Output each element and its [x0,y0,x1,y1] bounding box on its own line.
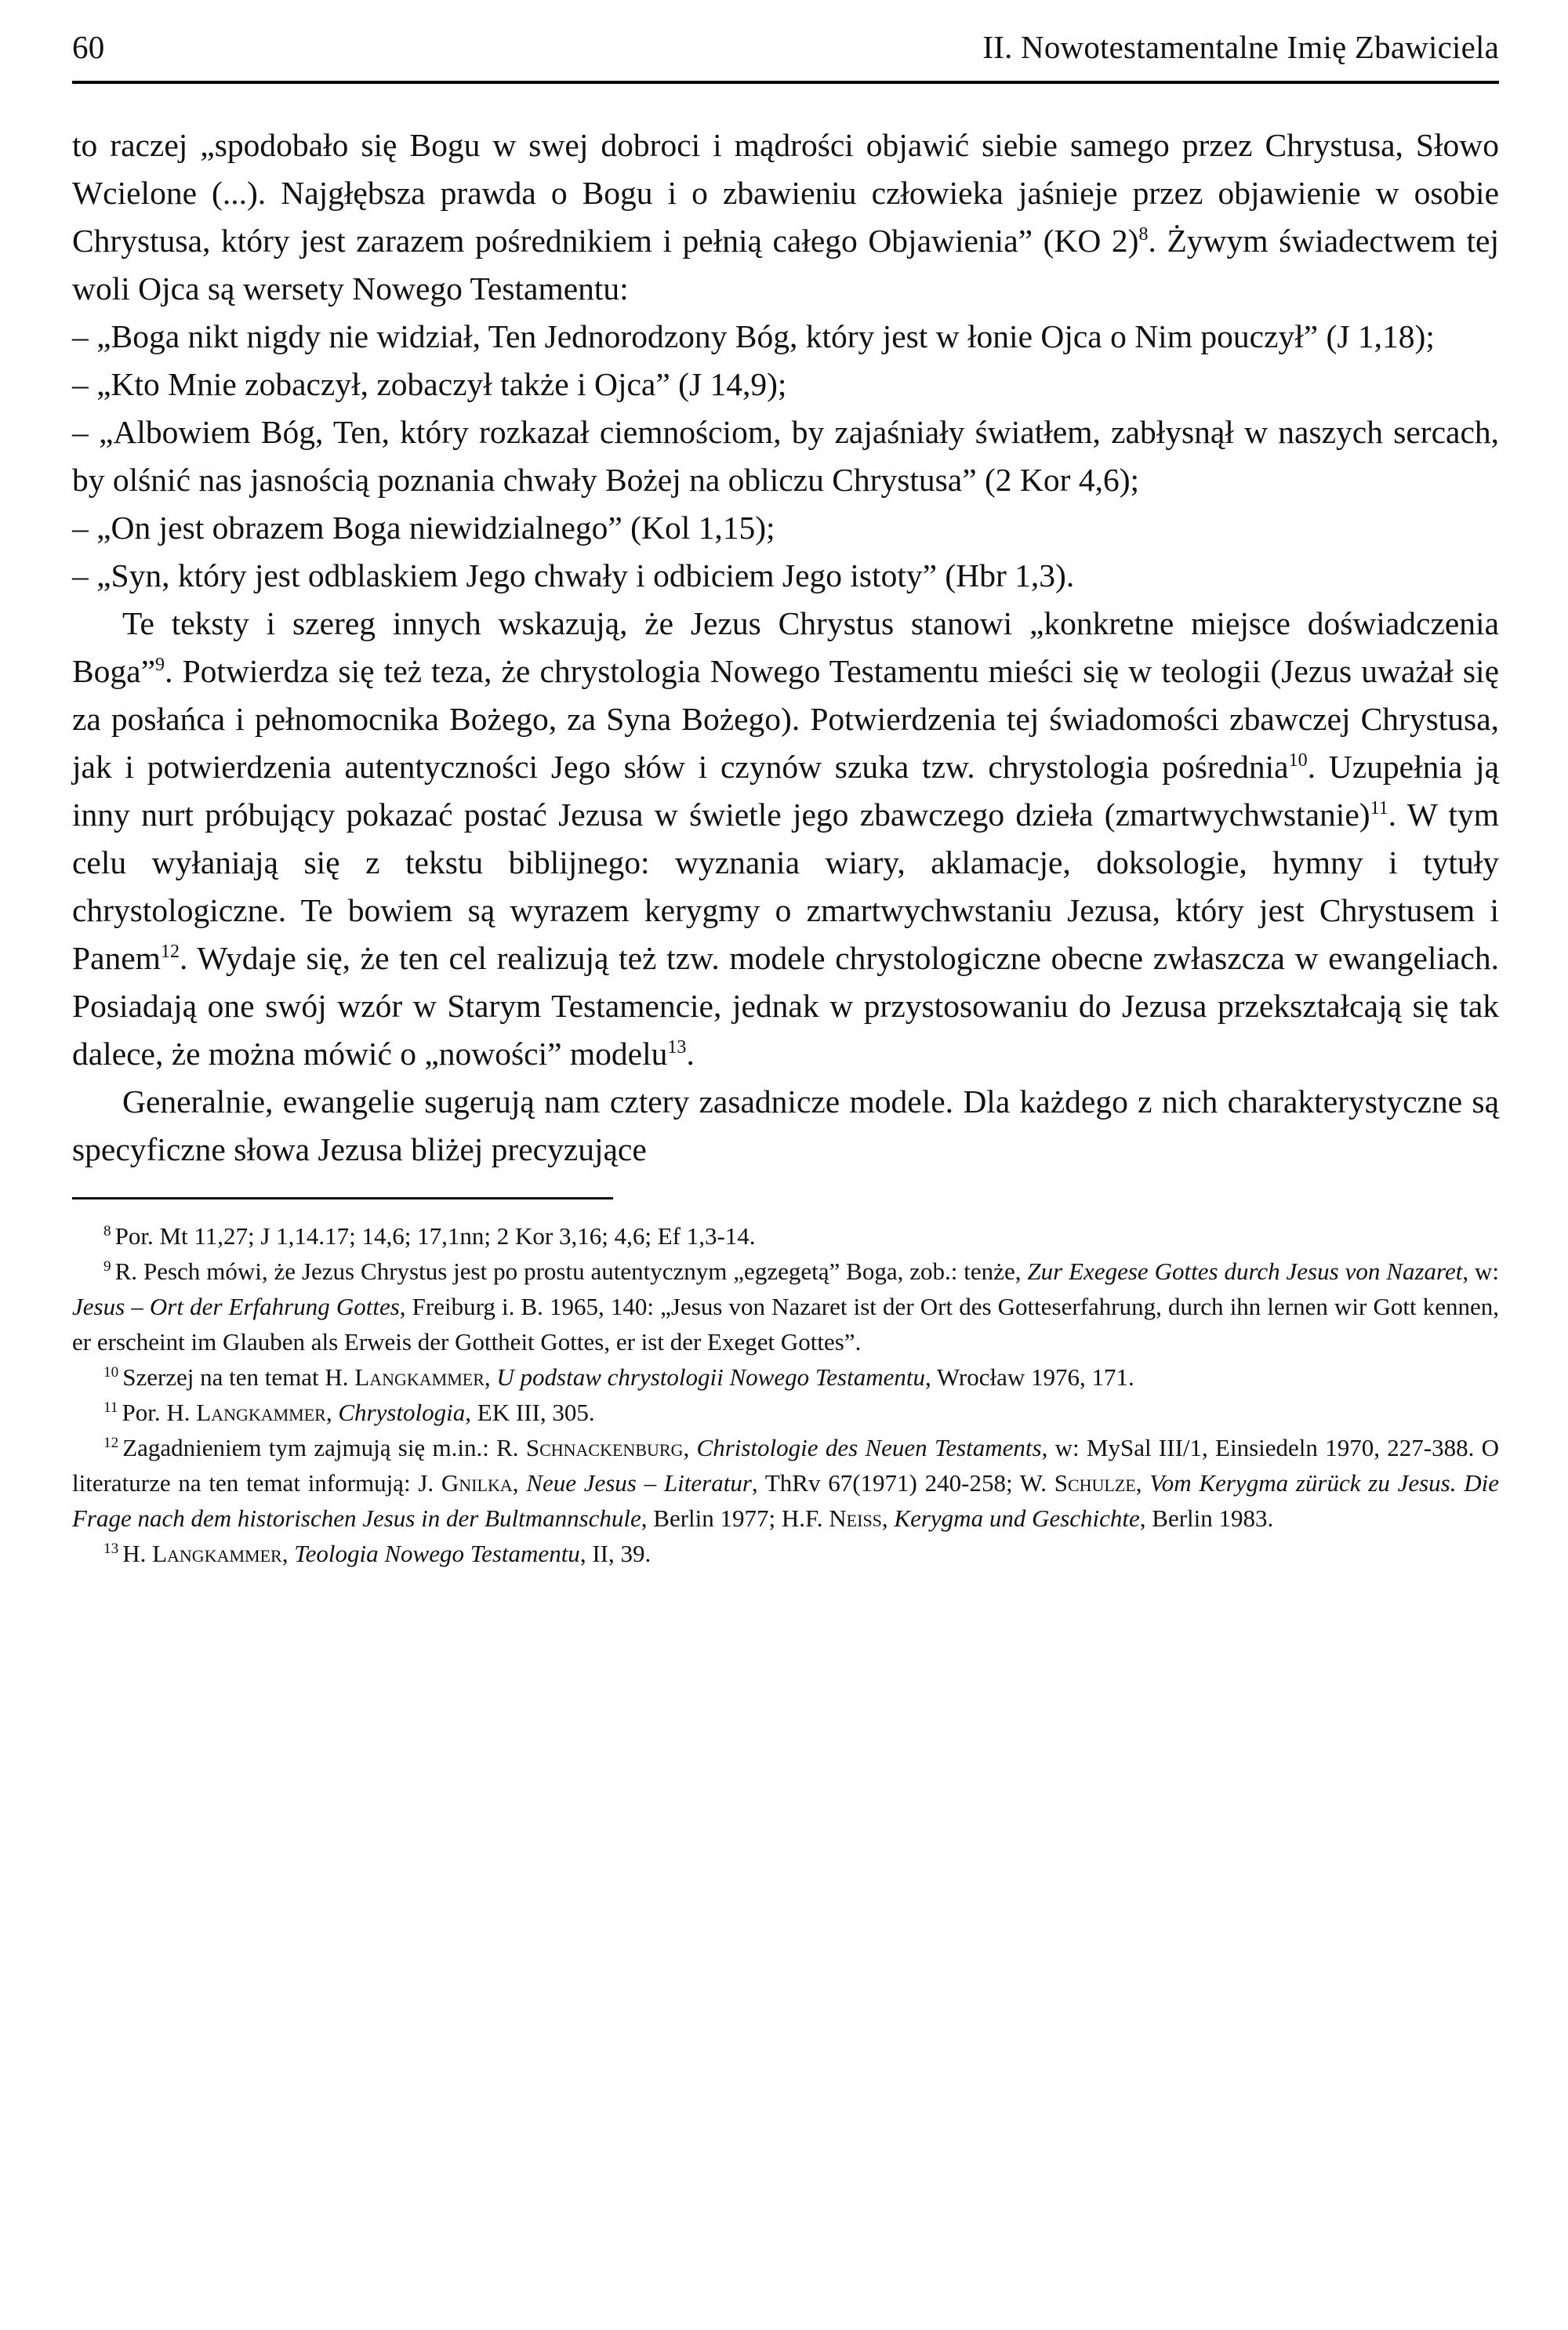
footnote-author-smallcaps: Neiss [829,1504,882,1532]
footnote-text: , EK III, 305. [465,1399,595,1426]
footnote-author-smallcaps: Langkammer [196,1399,326,1426]
footnote-author-smallcaps: Gnilka [441,1469,513,1497]
footnote-text: , [325,1399,339,1426]
footnote-list [72,1218,1499,1571]
footnote-rule [72,1197,613,1199]
footnote-marker[interactable]: 13 [103,1540,119,1557]
footnote-text: Szerzej na ten temat H. [122,1363,355,1391]
footnote-marker[interactable]: 10 [103,1363,119,1381]
running-title: II. Nowotestamentalne Imię Zbawiciela [982,29,1499,65]
footnote-text: R. Pesch mówi, że Jezus Chrystus jest po prostu autentycznym „egzegetą” Boga, zob.: tenże, [114,1258,1028,1285]
footnote-marker[interactable]: 8 [103,1222,111,1239]
footnote-text: , Freiburg i. B. 1965, 140: „Jesus von Nazaret ist der Ort des Gotteserfahrung, durch ihn lernen wir Gott kennen, er erscheint im Glauben als Erweis der Gottheit Gottes, er ist der Exeget Gottes”. [72,1293,1499,1356]
list-item: – „Boga nikt nigdy nie widział, Ten Jednorodzony Bóg, który jest w łonie Ojca o Nim pouczył” (J 1,18); [72,318,1435,354]
footnote-text: , Berlin 1977; H.F. [641,1504,829,1532]
paragraph-1-tail: . Żywym świadectwem tej woli Ojca są wersety Nowego Testamentu: [72,223,1499,307]
footnote-title-italic: Kerygma und Geschichte [894,1504,1140,1532]
footnote-ref-11[interactable]: 11 [1370,798,1388,819]
footnote-text: , Berlin 1983. [1139,1504,1274,1532]
body-text [72,122,1499,1174]
footnote-text: H. [122,1540,153,1567]
list-item: – „Albowiem Bóg, Ten, który rozkazał ciemnościom, by zajaśniały światłem, zabłysnął w naszych sercach, by olśnić nas jasnością poznania chwały Bożej na obliczu Chrystusa” (2 Kor 4,6); [72,414,1499,498]
footnote-text: , ThRv 67(1971) 240-258; W. [751,1469,1054,1497]
footnote-text: , II, 39. [579,1540,652,1567]
header-rule [72,81,1499,84]
footnote-ref-9[interactable]: 9 [155,655,165,676]
footnote-ref-10[interactable]: 10 [1288,750,1308,771]
scripture-quote-list [72,313,1499,600]
footnote-text: , Wrocław 1976, 171. [924,1363,1134,1391]
footnote-text: , [281,1540,295,1567]
footnote-title-italic: Jesus – Ort der Erfahrung Gottes [72,1293,400,1320]
footnote-text: , w: [1462,1258,1500,1285]
footnote-entry [72,1359,1499,1395]
footnote-author-smallcaps: Langkammer [152,1540,282,1567]
paragraph-2-d: . W tym celu wyłaniają się z tekstu biblijnego: wyznania wiary, aklamacje, doksologie, hymny i tytuły chrystologiczne. Te bowiem są wyrazem kerygmy o zmartwychwstaniu Jezusa, który jest Chrystusem i Panem [72,797,1499,976]
footnote-text: , [484,1363,497,1391]
footnote-text: Zagadnieniem tym zajmują się m.in.: R. [122,1434,526,1461]
list-item: – „Kto Mnie zobaczył, zobaczył także i Ojca” (J 14,9); [72,366,787,402]
footnote-title-italic: U podstaw chrystologii Nowego Testamentu [496,1363,925,1391]
page-number: 60 [72,29,105,65]
footnote-author-smallcaps: Langkammer [354,1363,485,1391]
footnote-title-italic: Teologia Nowego Testamentu [294,1540,580,1567]
footnote-entry [72,1395,1499,1430]
footnote-title-italic: Christologie des Neuen Testaments [696,1434,1042,1461]
footnote-ref-13[interactable]: 13 [667,1037,687,1058]
paragraph-2-e: . Wydaje się, że ten cel realizują też tzw. modele chrystologiczne obecne zwłaszcza w ewangeliach. Posiadają one swój wzór w Starym Testamencie, jednak w przystosowaniu do Jezusa przekształcają się tak dalece, że można mówić o „nowości” modelu [72,940,1499,1072]
footnote-entry [72,1218,1499,1254]
footnote-text: Por. H. [122,1399,197,1426]
footnote-title-italic: Zur Exegese Gottes durch Jesus von Nazaret [1027,1258,1463,1285]
footnote-text: , [881,1504,895,1532]
footnote-title-italic: Vom Kerygma zürück zu Jesus. Die Frage nach dem historischen Jesus in der Bultmannschule [72,1469,1500,1532]
page-content [72,31,1499,1571]
list-item: – „On jest obrazem Boga niewidzialnego” (Kol 1,15); [72,510,775,546]
footnote-title-italic: Neue Jesus – Literatur [526,1469,752,1497]
paragraph-1-text: to raczej „spodobało się Bogu w swej dobroci i mądrości objawić siebie samego przez Chrystusa, Słowo Wcielone (...). Najgłębsza prawda o Bogu i o zbawieniu człowieka jaśnieje przez objawienie w osobie Chrystusa, który jest zarazem pośrednikiem i pełnią całego Objawienia” (KO 2) [72,127,1499,259]
footnote-title-italic: Chrystologia [338,1399,466,1426]
list-item: – „Syn, który jest odblaskiem Jego chwały i odbiciem Jego istoty” (Hbr 1,3). [72,557,1075,593]
footnote-author-smallcaps: Schnackenburg [525,1434,684,1461]
footnote-ref-12[interactable]: 12 [160,942,180,963]
footnote-ref-8[interactable]: 8 [1138,224,1149,245]
footnote-entry [72,1536,1499,1571]
footnote-text: , [683,1434,697,1461]
footnote-marker[interactable]: 9 [103,1258,111,1275]
footnote-text: Por. Mt 11,27; J 1,14.17; 14,6; 17,1nn; 2 Kor 3,16; 4,6; Ef 1,3-14. [114,1222,756,1250]
paragraph-2 [72,600,1499,1078]
paragraph-2-a: Te teksty i szereg innych wskazują, że Jezus Chrystus stanowi „konkretne miejsce doświadczenia Boga” [72,605,1499,689]
running-head [72,31,1499,64]
footnote-text: , w: MySal III/1, Einsiedeln 1970, 227-388. O literaturze na ten temat informują: J. [72,1434,1500,1497]
paragraph-continuation [72,122,1499,313]
paragraph-2-b: . Potwierdza się też teza, że chrystologia Nowego Testamentu mieści się w teologii (Jezus uważał się za posłańca i pełnomocnika Bożego, za Syna Bożego). Potwierdzenia tej świadomości zbawczej Chrystusa, jak i potwierdzenia autentyczności Jego słów i czynów szuka tzw. chrystologia pośrednia [72,653,1499,785]
paragraph-2-f: . [686,1036,695,1072]
footnote-entry [72,1430,1499,1536]
footnote-entry [72,1254,1499,1359]
footnote-marker[interactable]: 12 [103,1434,119,1451]
paragraph-3: Generalnie, ewangelie sugerują nam cztery zasadnicze modele. Dla każdego z nich charakterystyczne są specyficzne słowa Jezusa bliżej precyzujące [72,1083,1499,1167]
paragraph-2-c: . Uzupełnia ją inny nurt próbujący pokazać postać Jezusa w świetle jego zbawczego dzieła (zmartwychwstanie) [72,749,1499,833]
footnote-text: , [1135,1469,1150,1497]
footnote-marker[interactable]: 11 [103,1399,118,1416]
footnote-text: , [512,1469,527,1497]
footnote-author-smallcaps: Schulze [1054,1469,1136,1497]
